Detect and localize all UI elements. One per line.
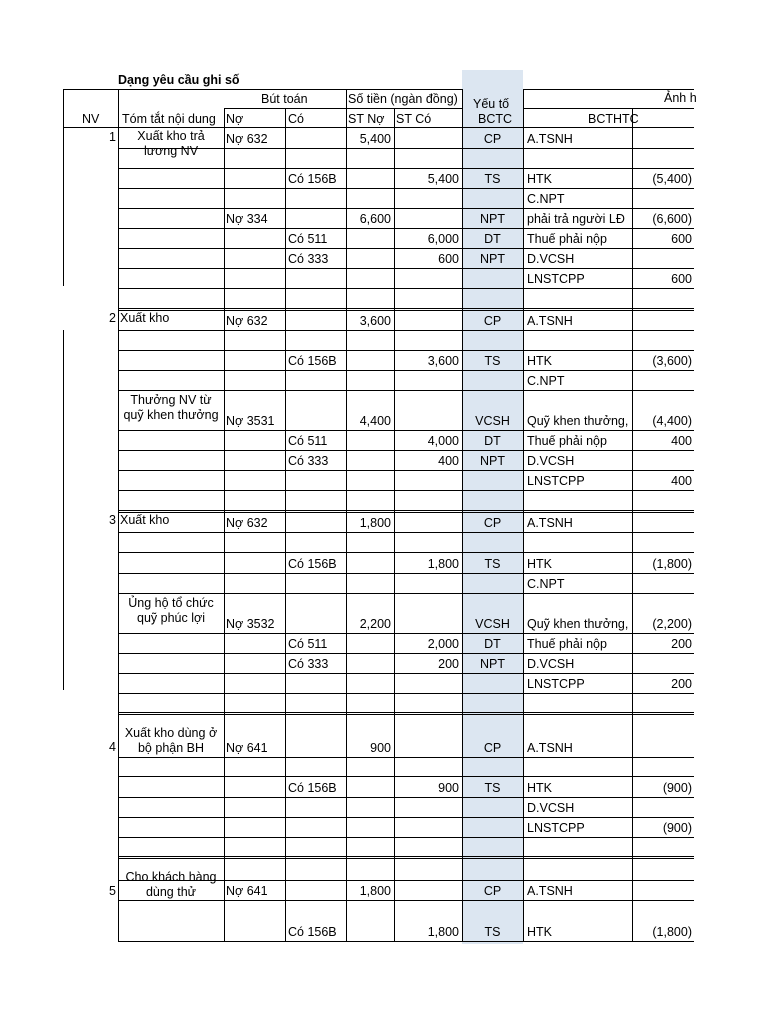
credit-account: Có 511: [288, 637, 328, 651]
bcthtc-item: A.TSNH: [527, 132, 573, 146]
header-st-no: ST Nợ: [348, 112, 385, 126]
bcthtc-value: 600: [671, 272, 692, 286]
grid-line: [63, 89, 462, 90]
grid-line: [394, 108, 395, 127]
nv-number: 3: [109, 513, 116, 527]
grid-line: [523, 108, 694, 109]
grid-line: [346, 128, 347, 941]
credit-amount: 1,800: [427, 925, 459, 939]
credit-amount: 600: [438, 252, 459, 266]
bctc-element: VCSH: [475, 617, 510, 631]
grid-line: [118, 900, 694, 901]
bcthtc-item: Thuế phải nộp: [527, 637, 607, 651]
bctc-element: TS: [484, 781, 501, 795]
credit-amount: 1,800: [427, 557, 459, 571]
grid-line: [118, 510, 694, 513]
bcthtc-item: C.NPT: [527, 577, 565, 591]
credit-amount: 5,400: [427, 172, 459, 186]
header-but-toan: Bút toán: [261, 92, 308, 106]
grid-line: [118, 470, 694, 471]
bcthtc-item: D.VCSH: [527, 657, 575, 671]
bcthtc-item: C.NPT: [527, 374, 565, 388]
grid-line: [523, 128, 524, 941]
debit-account: Nợ 632: [226, 314, 268, 328]
bctc-element: CP: [483, 132, 502, 146]
grid-line: [394, 128, 395, 941]
credit-account: Có 333: [288, 657, 329, 671]
debit-amount: 3,600: [359, 314, 391, 328]
bctc-element: NPT: [480, 212, 505, 226]
bcthtc-item: LNSTCPP: [527, 474, 585, 488]
header-so-tien: Số tiền (ngàn đồng): [348, 92, 458, 106]
bcthtc-value: (900): [662, 821, 692, 835]
header-nv: NV: [82, 112, 100, 126]
bcthtc-item: LNSTCPP: [527, 677, 585, 691]
grid-line: [224, 108, 462, 109]
debit-account: Nợ 641: [226, 741, 268, 755]
bcthtc-value: 400: [671, 434, 692, 448]
grid-line: [118, 673, 694, 674]
grid-line: [63, 127, 694, 128]
header-no: Nợ: [226, 112, 244, 126]
credit-amount: 900: [438, 781, 459, 795]
header-co: Có: [288, 112, 304, 126]
bcthtc-value: (6,600): [652, 212, 692, 226]
bctc-element: DT: [484, 637, 501, 651]
description: Xuất kho: [120, 311, 170, 325]
credit-account: Có 156B: [288, 781, 337, 795]
credit-amount: 6,000: [427, 232, 459, 246]
grid-line: [224, 128, 225, 941]
bcthtc-item: HTK: [527, 925, 552, 939]
grid-line: [285, 128, 286, 941]
grid-line: [118, 693, 694, 694]
grid-line: [118, 450, 694, 451]
bctc-element: NPT: [480, 454, 505, 468]
bcthtc-value: (2,200): [652, 617, 692, 631]
description: Thưởng NV từ quỹ khen thưởng: [123, 393, 219, 422]
grid-line: [118, 593, 694, 594]
bctc-element: CP: [483, 516, 502, 530]
grid-line: [285, 108, 286, 127]
debit-account: Nợ 334: [226, 212, 268, 226]
grid-line: [118, 552, 694, 553]
bctc-element: CP: [483, 314, 502, 328]
grid-line: [118, 89, 119, 127]
bctc-element: CP: [483, 884, 502, 898]
bcthtc-item: phải trả người LĐ: [527, 212, 625, 226]
bcthtc-value: (1,800): [652, 925, 692, 939]
grid-line: [63, 89, 64, 286]
grid-line: [118, 776, 694, 777]
header-bcthtc: BCTHTC: [588, 112, 639, 126]
debit-account: Nợ 632: [226, 132, 268, 146]
bcthtc-value: (4,400): [652, 414, 692, 428]
grid-line: [462, 89, 463, 127]
header-yeu-to: Yếu tố: [473, 97, 510, 111]
bcthtc-item: Thuế phải nộp: [527, 434, 607, 448]
grid-line: [118, 712, 694, 715]
bcthtc-value: (900): [662, 781, 692, 795]
nv-number: 4: [109, 740, 116, 754]
debit-amount: 900: [370, 741, 391, 755]
grid-line: [118, 248, 694, 249]
grid-line: [118, 797, 694, 798]
grid-line: [118, 308, 694, 311]
grid-line: [118, 856, 694, 859]
bcthtc-item: HTK: [527, 557, 552, 571]
bcthtc-item: Quỹ khen thưởng,: [527, 617, 629, 631]
grid-line: [63, 330, 64, 690]
description: Xuất kho: [120, 513, 170, 527]
bcthtc-item: A.TSNH: [527, 516, 573, 530]
debit-amount: 2,200: [359, 617, 391, 631]
credit-account: Có 156B: [288, 354, 337, 368]
debit-amount: 1,800: [359, 516, 391, 530]
grid-line: [632, 108, 633, 127]
bcthtc-item: Thuế phải nộp: [527, 232, 607, 246]
description: Ủng hộ tổ chức quỹ phúc lợi: [128, 596, 214, 625]
grid-line: [523, 89, 694, 90]
bctc-element: TS: [484, 172, 501, 186]
grid-line: [118, 817, 694, 818]
debit-account: Nợ 632: [226, 516, 268, 530]
highlighted-column: [462, 70, 523, 944]
grid-line: [118, 430, 694, 431]
credit-account: Có 333: [288, 252, 329, 266]
debit-amount: 6,600: [359, 212, 391, 226]
grid-line: [118, 532, 694, 533]
bctc-element: VCSH: [475, 414, 510, 428]
grid-line: [118, 350, 694, 351]
grid-line: [118, 370, 694, 371]
bcthtc-item: LNSTCPP: [527, 821, 585, 835]
credit-account: Có 511: [288, 232, 328, 246]
bcthtc-item: C.NPT: [527, 192, 565, 206]
bcthtc-item: HTK: [527, 781, 552, 795]
bcthtc-item: HTK: [527, 172, 552, 186]
grid-line: [118, 208, 694, 209]
grid-line: [462, 128, 463, 941]
credit-account: Có 156B: [288, 172, 337, 186]
debit-account: Nợ 3531: [226, 414, 275, 428]
bcthtc-item: D.VCSH: [527, 454, 575, 468]
grid-line: [118, 268, 694, 269]
header-anh-huong: Ảnh h: [664, 91, 697, 105]
debit-amount: 5,400: [359, 132, 391, 146]
header-tom-tat: Tóm tắt nội dung: [122, 112, 216, 126]
bcthtc-value: 200: [671, 637, 692, 651]
nv-number: 2: [109, 311, 116, 325]
bctc-element: CP: [483, 741, 502, 755]
bcthtc-item: HTK: [527, 354, 552, 368]
credit-amount: 400: [438, 454, 459, 468]
grid-line: [118, 633, 694, 634]
credit-account: Có 333: [288, 454, 329, 468]
grid-line: [118, 288, 694, 289]
description: Cho khách hàng dùng thử: [125, 870, 217, 899]
credit-amount: 200: [438, 657, 459, 671]
grid-line: [118, 390, 694, 391]
credit-amount: 3,600: [427, 354, 459, 368]
description: Xuất kho dùng ở bộ phận BH: [124, 726, 218, 755]
page-title: Dạng yêu cầu ghi số: [118, 73, 240, 87]
debit-amount: 1,800: [359, 884, 391, 898]
grid-line: [523, 89, 524, 127]
bctc-element: NPT: [480, 252, 505, 266]
bcthtc-item: LNSTCPP: [527, 272, 585, 286]
bctc-element: NPT: [480, 657, 505, 671]
bcthtc-value: 600: [671, 232, 692, 246]
grid-line: [118, 573, 694, 574]
bcthtc-item: Quỹ khen thưởng,: [527, 414, 629, 428]
bctc-element: TS: [484, 557, 501, 571]
grid-line: [118, 941, 694, 942]
grid-line: [118, 228, 694, 229]
grid-line: [118, 837, 694, 838]
grid-line: [346, 89, 347, 127]
grid-line: [118, 653, 694, 654]
debit-account: Nợ 641: [226, 884, 268, 898]
description: Xuất kho trả lương NV: [137, 129, 205, 158]
bctc-element: DT: [484, 434, 501, 448]
grid-line: [224, 108, 225, 127]
debit-amount: 4,400: [359, 414, 391, 428]
grid-line: [118, 490, 694, 491]
bctc-element: TS: [484, 354, 501, 368]
grid-line: [118, 757, 694, 758]
credit-account: Có 156B: [288, 925, 337, 939]
credit-account: Có 511: [288, 434, 328, 448]
bcthtc-item: A.TSNH: [527, 741, 573, 755]
header-st-co: ST Có: [396, 112, 432, 126]
bcthtc-item: D.VCSH: [527, 252, 575, 266]
nv-number: 5: [109, 884, 116, 898]
bcthtc-item: D.VCSH: [527, 801, 575, 815]
bcthtc-item: A.TSNH: [527, 884, 573, 898]
bcthtc-value: (5,400): [652, 172, 692, 186]
grid-line: [118, 168, 694, 169]
grid-line: [118, 128, 119, 941]
grid-line: [118, 188, 694, 189]
bcthtc-value: 400: [671, 474, 692, 488]
bctc-element: DT: [484, 232, 501, 246]
bctc-element: TS: [484, 925, 501, 939]
credit-amount: 2,000: [427, 637, 459, 651]
grid-line: [118, 330, 694, 331]
nv-number: 1: [109, 130, 116, 144]
grid-line: [632, 128, 633, 941]
bcthtc-value: 200: [671, 677, 692, 691]
bcthtc-value: (1,800): [652, 557, 692, 571]
bcthtc-value: (3,600): [652, 354, 692, 368]
header-bctc: BCTC: [478, 112, 513, 126]
credit-amount: 4,000: [427, 434, 459, 448]
bcthtc-item: A.TSNH: [527, 314, 573, 328]
debit-account: Nợ 3532: [226, 617, 275, 631]
credit-account: Có 156B: [288, 557, 337, 571]
